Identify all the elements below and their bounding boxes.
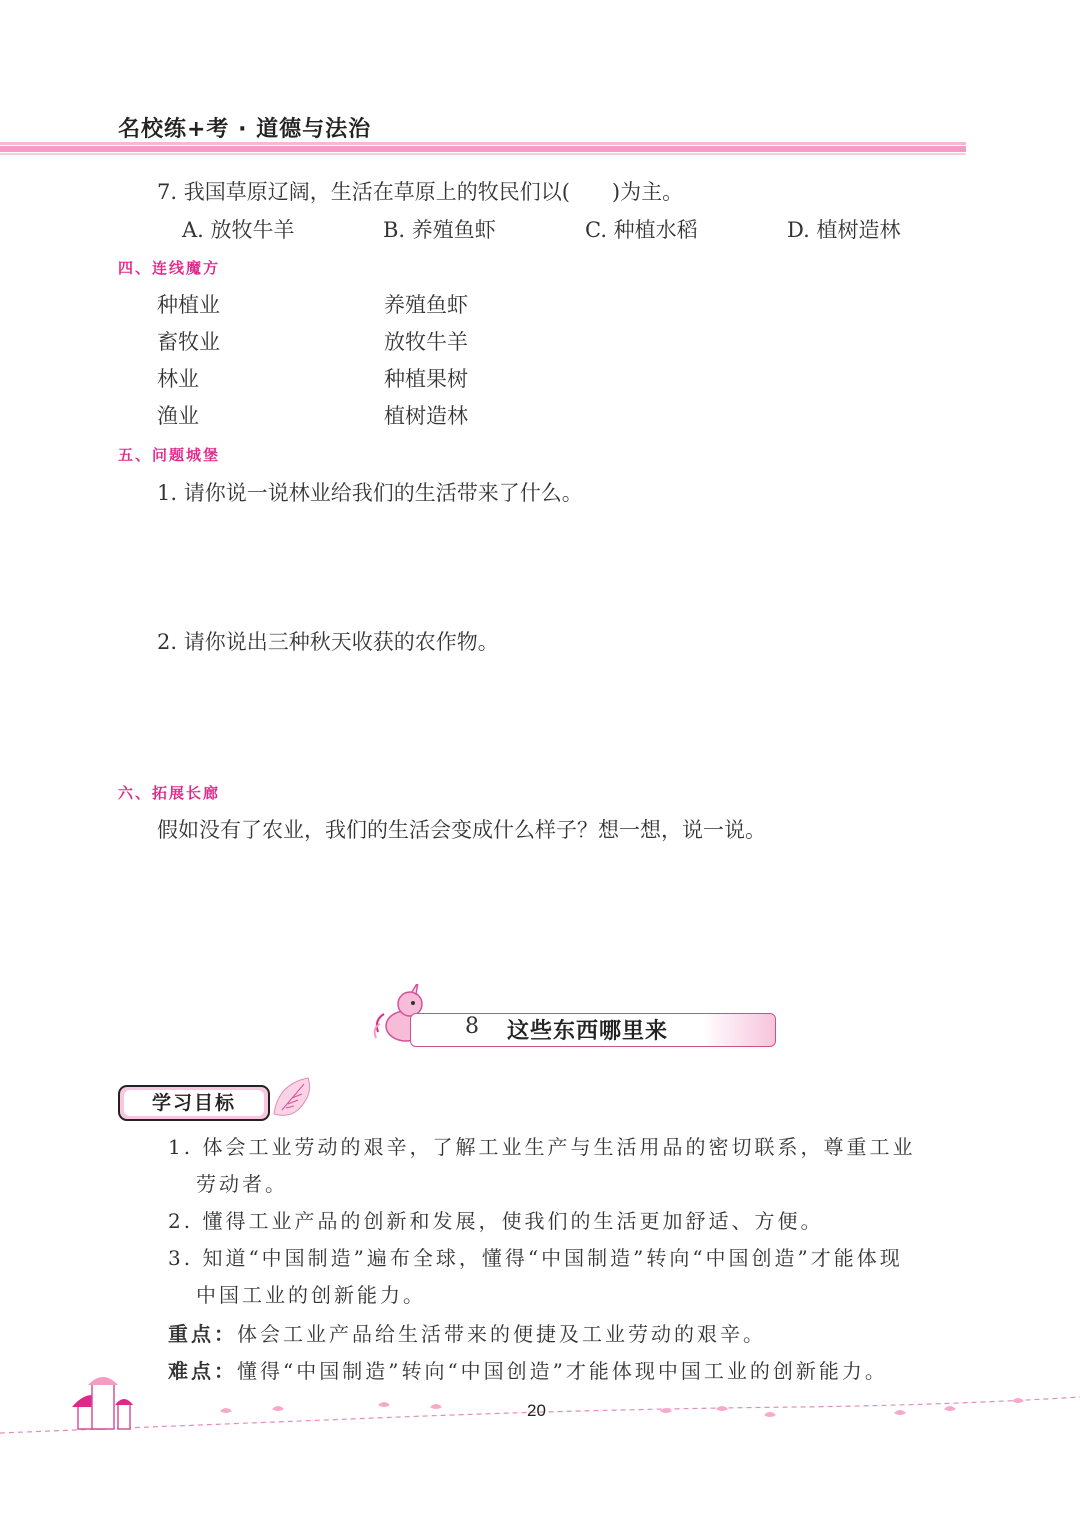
goal-line: 中国工业的创新能力。 <box>196 1283 426 1307</box>
match-left-item: 畜牧业 <box>157 330 220 354</box>
section-5-heading: 五、问题城堡 <box>118 446 221 464</box>
match-right-item: 植树造林 <box>384 404 468 428</box>
house-icon <box>72 1377 133 1429</box>
lesson-title: 这些东西哪里来 <box>507 1019 669 1044</box>
lesson-number: 8 <box>465 1014 479 1039</box>
section-6-prompt: 假如没有了农业，我们的生活会变成什么样子？想一想，说一说。 <box>157 818 766 842</box>
match-right-item: 养殖鱼虾 <box>384 293 468 317</box>
goal-line: 3. 知道“中国制造”遍布全球，懂得“中国制造”转向“中国创造”才能体现 <box>168 1246 903 1270</box>
book-title: 名校练+考 · 道德与法治 <box>118 117 372 142</box>
section-6-heading: 六、拓展长廊 <box>118 784 221 802</box>
section-5-question-1: 1. 请你说一说林业给我们的生活带来了什么。 <box>157 481 583 505</box>
option-a: A. 放牧牛羊 <box>182 218 295 242</box>
header-divider <box>0 142 966 158</box>
match-left-item: 种植业 <box>157 293 220 317</box>
option-c: C. 种植水稻 <box>585 218 698 242</box>
flower-decoration-icon <box>268 1074 320 1120</box>
page-number: 20 <box>527 1401 546 1420</box>
match-right-item: 放牧牛羊 <box>384 330 468 354</box>
option-d: D. 植树造林 <box>787 218 901 242</box>
goal-line: 1. 体会工业劳动的艰辛，了解工业生产与生活用品的密切联系，尊重工业 <box>168 1135 916 1159</box>
question-7-stem: 7. 我国草原辽阔，生活在草原上的牧民们以( )为主。 <box>157 180 684 204</box>
key-point <box>168 1318 766 1347</box>
option-b: B. 养殖鱼虾 <box>383 218 496 242</box>
difficulty-point-label: 难点： <box>168 1359 237 1383</box>
section-5-question-2: 2. 请你说出三种秋天收获的农作物。 <box>157 630 499 654</box>
learning-goals-label <box>118 1085 270 1121</box>
match-left-item: 林业 <box>157 367 199 391</box>
section-4-heading: 四、连线魔方 <box>118 259 221 277</box>
goal-line: 2. 懂得工业产品的创新和发展，使我们的生活更加舒适、方便。 <box>168 1209 824 1233</box>
match-right-item: 种植果树 <box>384 367 468 391</box>
learning-goals-text: 学习目标 <box>124 1090 264 1116</box>
goal-line: 劳动者。 <box>196 1172 288 1196</box>
difficulty-point-text: 懂得“中国制造”转向“中国创造”才能体现中国工业的创新能力。 <box>237 1359 888 1383</box>
match-left-item: 渔业 <box>157 404 199 428</box>
key-point-label: 重点： <box>168 1322 237 1346</box>
key-point-text: 体会工业产品给生活带来的便捷及工业劳动的艰辛。 <box>237 1322 766 1346</box>
